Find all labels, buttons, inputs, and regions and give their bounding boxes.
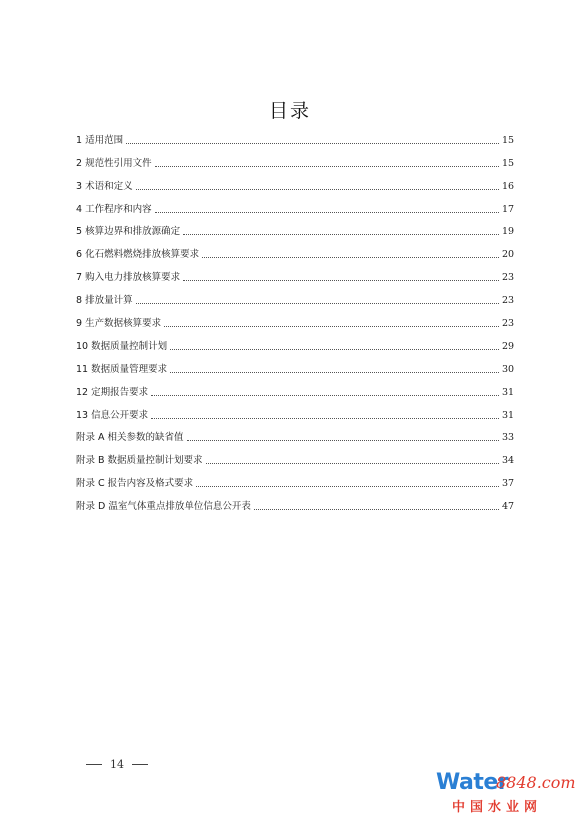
watermark-number: 8848: [496, 773, 537, 792]
toc-leader-dots: [206, 463, 499, 464]
toc-entry-page: 47: [502, 501, 515, 513]
toc-entry: [76, 376, 514, 399]
toc-entry: [76, 284, 514, 307]
toc-entry-page: 23: [502, 295, 515, 307]
toc-entry-label: 附录 C 报告内容及格式要求: [76, 478, 194, 490]
toc-leader-dots: [183, 280, 499, 281]
toc-entry-label: 12 定期报告要求: [76, 386, 149, 398]
toc-entry-page: 15: [502, 157, 515, 169]
toc-entry-label: 10 数据质量控制计划: [76, 340, 168, 352]
toc-entry-page: 29: [502, 340, 515, 352]
toc-entry: [76, 193, 514, 216]
toc-leader-dots: [164, 326, 499, 327]
toc-entry-page: 19: [502, 226, 515, 238]
toc-entry: [76, 307, 514, 330]
footer-dash-left: [86, 764, 102, 765]
watermark-suffix: .com: [536, 773, 576, 792]
page-number: 14: [110, 758, 124, 771]
toc-leader-dots: [202, 257, 499, 258]
toc-entry-label: 3 术语和定义: [76, 180, 133, 192]
toc-entry-label: 附录 A 相关参数的缺省值: [76, 432, 184, 444]
toc-entry-label: 13 信息公开要求: [76, 409, 149, 421]
toc-entry-label: 7 购入电力排放核算要求: [76, 272, 181, 284]
toc-entry: [76, 330, 514, 353]
page-footer: [78, 758, 156, 771]
watermark-logo: [436, 770, 576, 818]
toc-entry-page: 23: [502, 318, 515, 330]
toc-leader-dots: [151, 395, 499, 396]
toc-leader-dots: [254, 509, 499, 510]
toc-entry-label: 9 生产数据核算要求: [76, 318, 162, 330]
toc-entry: [76, 490, 514, 513]
toc-entry-label: 6 化石燃料燃烧排放核算要求: [76, 249, 200, 261]
toc-entry: [76, 467, 514, 490]
footer-dash-right: [132, 764, 148, 765]
toc-entry-label: 附录 B 数据质量控制计划要求: [76, 455, 203, 467]
toc-entry-label: 2 规范性引用文件: [76, 157, 152, 169]
toc-entry-label: 5 核算边界和排放源确定: [76, 226, 181, 238]
toc-entry: [76, 170, 514, 193]
toc-entry: [76, 147, 514, 170]
toc-entry: [76, 399, 514, 422]
toc-leader-dots: [187, 440, 499, 441]
toc-leader-dots: [155, 166, 499, 167]
toc-entry: [76, 216, 514, 239]
toc-entry-page: 16: [502, 180, 515, 192]
toc-entry: [76, 124, 514, 147]
toc-entry-label: 8 排放量计算: [76, 295, 133, 307]
toc-entry-label: 附录 D 温室气体重点排放单位信息公开表: [76, 501, 251, 513]
table-of-contents: [76, 124, 514, 513]
toc-leader-dots: [196, 486, 499, 487]
toc-entry-page: 23: [502, 272, 515, 284]
toc-leader-dots: [155, 212, 499, 213]
toc-entry: [76, 444, 514, 467]
page-title: 目录: [268, 100, 311, 122]
watermark-word: Water: [436, 770, 509, 795]
toc-entry: [76, 261, 514, 284]
toc-leader-dots: [136, 303, 499, 304]
toc-entry-page: 31: [502, 386, 515, 398]
toc-leader-dots: [126, 143, 499, 144]
toc-entry-page: 34: [502, 455, 515, 467]
toc-entry-page: 31: [502, 409, 515, 421]
toc-entry-page: 17: [502, 203, 515, 215]
toc-leader-dots: [183, 234, 499, 235]
toc-entry-page: 33: [502, 432, 515, 444]
toc-entry-page: 37: [502, 478, 515, 490]
toc-entry-page: 20: [502, 249, 515, 261]
toc-entry-label: 4 工作程序和内容: [76, 203, 152, 215]
toc-leader-dots: [170, 372, 499, 373]
toc-leader-dots: [170, 349, 499, 350]
toc-entry-label: 1 适用范围: [76, 134, 124, 146]
toc-entry-page: 15: [502, 134, 515, 146]
toc-entry-page: 30: [502, 363, 515, 375]
toc-leader-dots: [136, 189, 499, 190]
toc-leader-dots: [151, 418, 499, 419]
toc-entry: [76, 238, 514, 261]
toc-entry: [76, 422, 514, 445]
toc-entry: [76, 353, 514, 376]
toc-entry-label: 11 数据质量管理要求: [76, 363, 168, 375]
watermark-chinese-name: 中国水业网: [452, 800, 543, 815]
watermark-digits: [496, 772, 576, 794]
